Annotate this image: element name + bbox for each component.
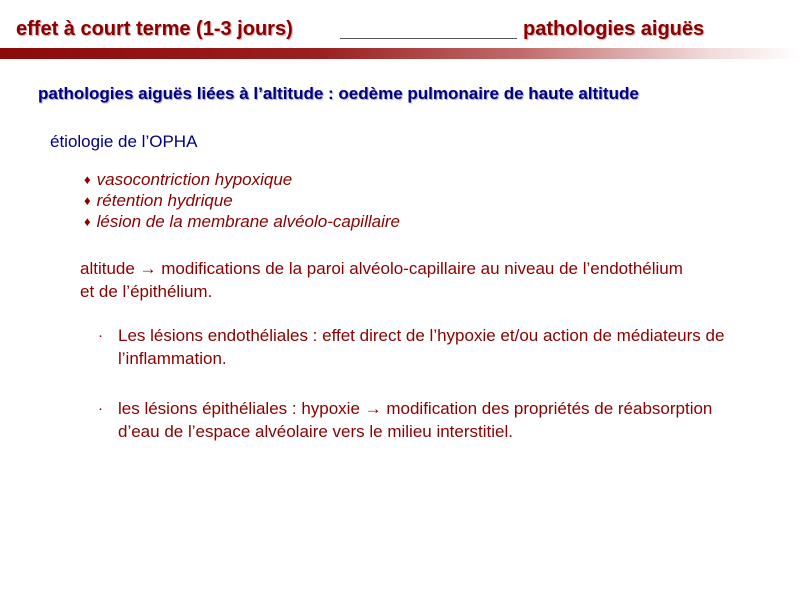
header-title-left: effet à court terme (1-3 jours): [16, 18, 293, 40]
list-item: [84, 169, 400, 190]
slide-subtitle: pathologies aiguës liées à l’altitude : oedème pulmonaire de haute altitude: [38, 84, 639, 103]
header-divider-line: [340, 38, 517, 39]
cause-text: vasocontriction hypoxique: [96, 170, 293, 189]
slide-header: [0, 18, 800, 48]
dot-bullet-icon: ·: [98, 327, 103, 344]
cause-text: rétention hydrique: [96, 191, 233, 210]
diamond-bullet-icon: ♦: [84, 193, 91, 208]
list-item: [84, 211, 400, 232]
bullet-text: Les lésions endothéliales : effet direct de l’hypoxie et/ou action de médiateurs de l’inflammation.: [118, 326, 725, 368]
causes-list: [84, 169, 400, 232]
cause-text: lésion de la membrane alvéolo-capillaire: [96, 212, 400, 231]
list-item: [96, 397, 736, 443]
dot-bullet-icon: ·: [98, 400, 103, 417]
bullet-text: les lésions épithéliales : hypoxie → modification des propriétés de réabsorption d’eau de l’espace alvéolaire vers le milieu interstitiel.: [118, 399, 713, 441]
section-title: étiologie de l’OPHA: [50, 132, 198, 151]
header-title-right: pathologies aiguës: [523, 18, 705, 40]
diamond-bullet-icon: ♦: [84, 214, 91, 229]
list-item: [84, 190, 400, 211]
list-item: [96, 324, 736, 370]
diamond-bullet-icon: ♦: [84, 172, 91, 187]
altitude-paragraph: altitude → modifications de la paroi alvéolo-capillaire au niveau de l’endothélium et de l’épithélium.: [80, 259, 683, 301]
header-color-band: [0, 48, 800, 59]
